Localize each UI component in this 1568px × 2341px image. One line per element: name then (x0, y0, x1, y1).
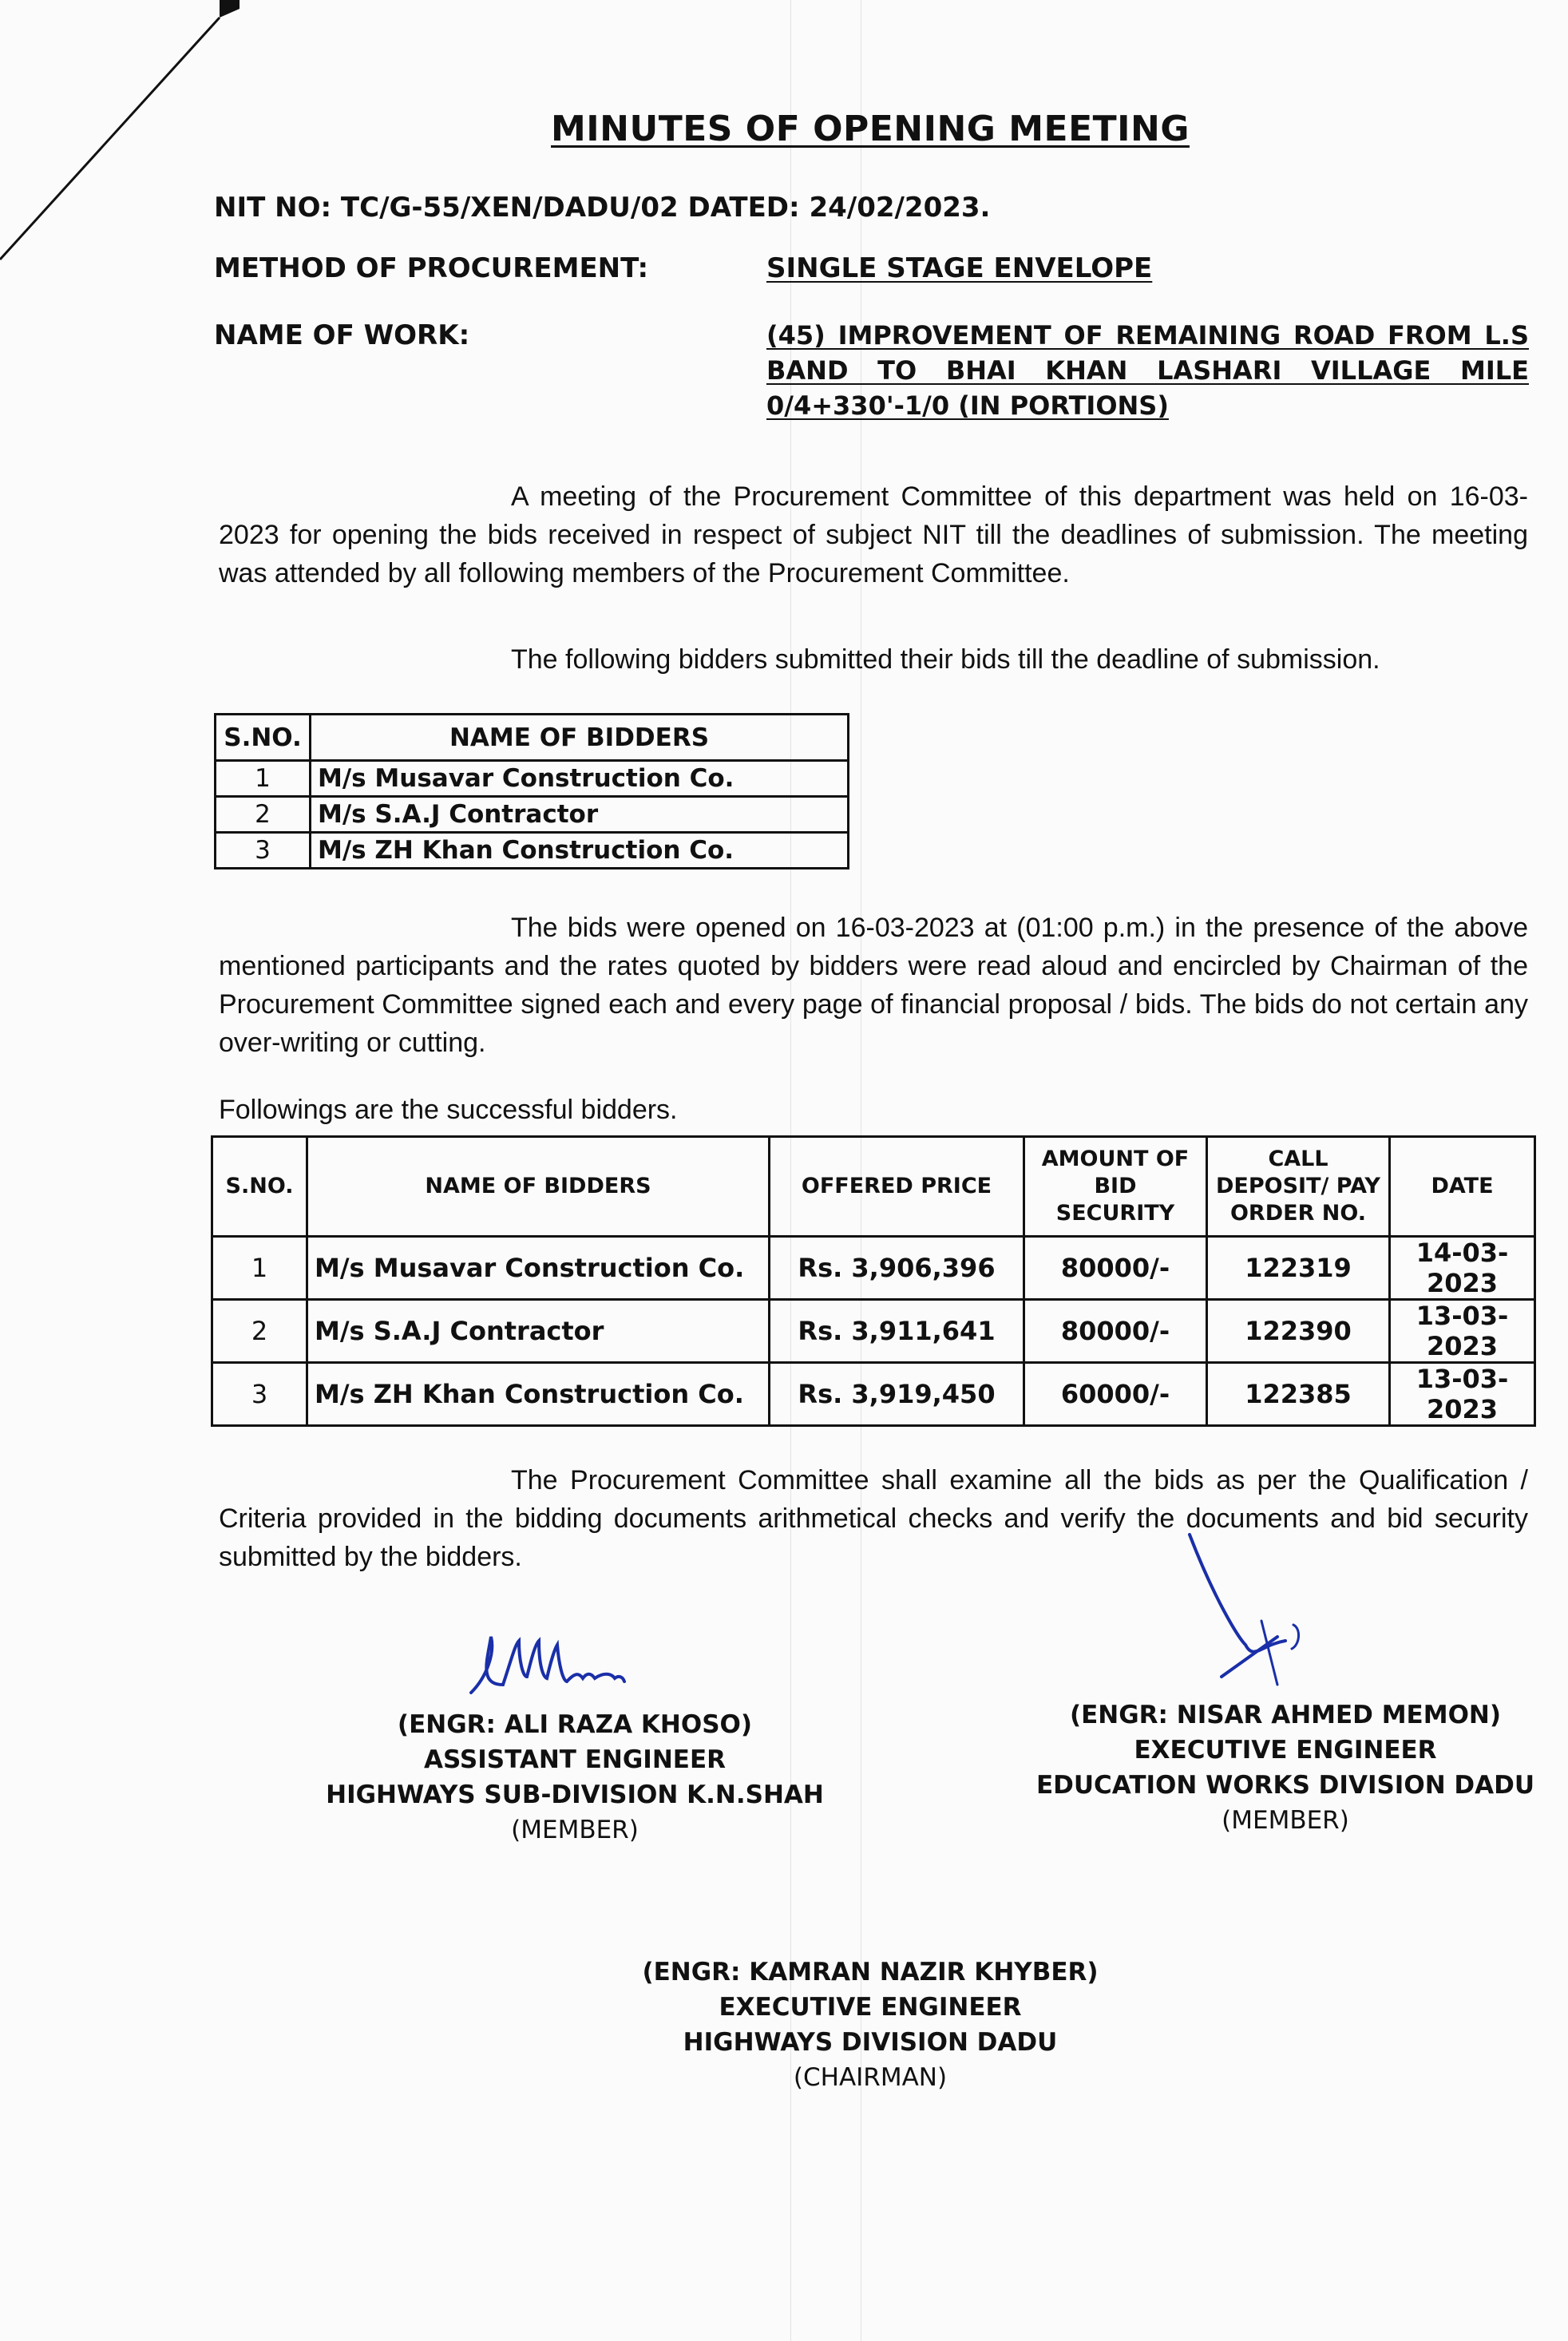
cell-call-deposit: 122319 (1207, 1237, 1390, 1300)
header-sno: S.NO. (212, 1137, 307, 1237)
signatory-name: (ENGR: ALI RAZA KHOSO) (397, 1710, 753, 1739)
cell-name: M/s S.A.J Contractor (311, 797, 849, 833)
paragraph-text: The Procurement Committee shall examine all the bids as per the Qualification / Criteria provided in the bidding documents arithmetical checks and verify the documents and bid security submitted by the bidders. (219, 1465, 1528, 1572)
signatory-title: ASSISTANT ENGINEER (424, 1745, 726, 1774)
cell-sno: 1 (212, 1237, 307, 1300)
signatory-title: EXECUTIVE ENGINEER (719, 1993, 1022, 2022)
signatory-office: EDUCATION WORKS DIVISION DADU (1035, 1771, 1535, 1800)
paragraph-examination (219, 1461, 1528, 1576)
cell-date: 13-03-2023 (1390, 1300, 1535, 1363)
cell-price: Rs. 3,919,450 (770, 1363, 1024, 1426)
cell-price: Rs. 3,906,396 (770, 1237, 1024, 1300)
header-security: AMOUNT OF BID SECURITY (1024, 1137, 1207, 1237)
signatory-office: HIGHWAYS SUB-DIVISION K.N.SHAH (326, 1781, 824, 1809)
cell-call-deposit: 122385 (1207, 1363, 1390, 1426)
cell-sno: 2 (216, 797, 311, 833)
paragraph-text: The following bidders submitted their bids till the deadline of submission. (511, 644, 1380, 675)
work-label: NAME OF WORK: (214, 319, 470, 351)
signature-mark (455, 1629, 679, 1709)
table-header-row (216, 715, 849, 761)
cell-name: M/s Musavar Construction Co. (311, 761, 849, 797)
signature-mark (1158, 1525, 1317, 1701)
header-name: NAME OF BIDDERS (307, 1137, 770, 1237)
paragraph-meeting (219, 477, 1528, 592)
table-row (212, 1363, 1535, 1426)
title-text: MINUTES OF OPENING MEETING (551, 109, 1190, 149)
cell-sno: 3 (212, 1363, 307, 1426)
header-sno: S.NO. (216, 715, 311, 761)
paragraph-text: A meeting of the Procurement Committee of this department was held on 16-03-2023 for opening the bids received in respect of subject NIT till the deadlines of submission. The meeting was attended by all following members of the Procurement Committee. (219, 481, 1528, 588)
cell-name: M/s ZH Khan Construction Co. (307, 1363, 770, 1426)
signatory-title: EXECUTIVE ENGINEER (1134, 1736, 1437, 1765)
paragraph-text: The bids were opened on 16-03-2023 at (01:00 p.m.) in the presence of the above mentioned participants and the rates quoted by bidders were read aloud and encircled by Chairman of the Procurement Committee signed each and every page of financial proposal / bids. The bids do not certain any over-writing or cutting. (219, 913, 1528, 1058)
work-value: (45) IMPROVEMENT OF REMAINING ROAD FROM L.S BAND TO BHAI KHAN LASHARI VILLAGE MILE 0/4+330'-1/0 (IN PORTIONS) (766, 320, 1529, 421)
signatory-role: (CHAIRMAN) (793, 2063, 948, 2092)
page-title (0, 109, 1568, 149)
nit-number: NIT NO: TC/G-55/XEN/DADU/02 DATED: 24/02/2023. (214, 192, 991, 224)
successful-bidders-table (211, 1135, 1536, 1427)
header-name: NAME OF BIDDERS (311, 715, 849, 761)
signatory-name: (ENGR: NISAR AHMED MEMON) (1069, 1701, 1502, 1729)
signatory-name: (ENGR: KAMRAN NAZIR KHYBER) (642, 1958, 1099, 1986)
cell-date: 13-03-2023 (1390, 1363, 1535, 1426)
table-row (212, 1237, 1535, 1300)
header-date: DATE (1390, 1137, 1535, 1237)
table-header-row (212, 1137, 1535, 1237)
table-row (216, 761, 849, 797)
method-value: SINGLE STAGE ENVELOPE (766, 252, 1153, 284)
cell-sno: 1 (216, 761, 311, 797)
paragraph-bids-opened (219, 909, 1528, 1062)
cell-security: 60000/- (1024, 1363, 1207, 1426)
header-price: OFFERED PRICE (770, 1137, 1024, 1237)
cell-name: M/s Musavar Construction Co. (307, 1237, 770, 1300)
cell-name: M/s S.A.J Contractor (307, 1300, 770, 1363)
signatory-member-1 (295, 1707, 854, 1848)
table-row (212, 1300, 1535, 1363)
header-call-deposit: CALL DEPOSIT/ PAY ORDER NO. (1207, 1137, 1390, 1237)
bidders-table (214, 713, 849, 869)
table-row (216, 797, 849, 833)
cell-name: M/s ZH Khan Construction Co. (311, 833, 849, 869)
paragraph-bidders-intro (219, 640, 1528, 679)
signatory-office: HIGHWAYS DIVISION DADU (683, 2028, 1058, 2057)
cell-security: 80000/- (1024, 1237, 1207, 1300)
cell-sno: 3 (216, 833, 311, 869)
signatory-member-2 (1006, 1697, 1565, 1838)
paragraph-successful-intro: Followings are the successful bidders. (219, 1095, 678, 1125)
cell-price: Rs. 3,911,641 (770, 1300, 1024, 1363)
signatory-role: (MEMBER) (511, 1816, 639, 1844)
signatory-chairman (591, 1955, 1150, 2095)
method-label: METHOD OF PROCUREMENT: (214, 252, 649, 284)
cell-sno: 2 (212, 1300, 307, 1363)
cell-security: 80000/- (1024, 1300, 1207, 1363)
signatory-role: (MEMBER) (1222, 1806, 1349, 1835)
table-row (216, 833, 849, 869)
cell-date: 14-03-2023 (1390, 1237, 1535, 1300)
cell-call-deposit: 122390 (1207, 1300, 1390, 1363)
